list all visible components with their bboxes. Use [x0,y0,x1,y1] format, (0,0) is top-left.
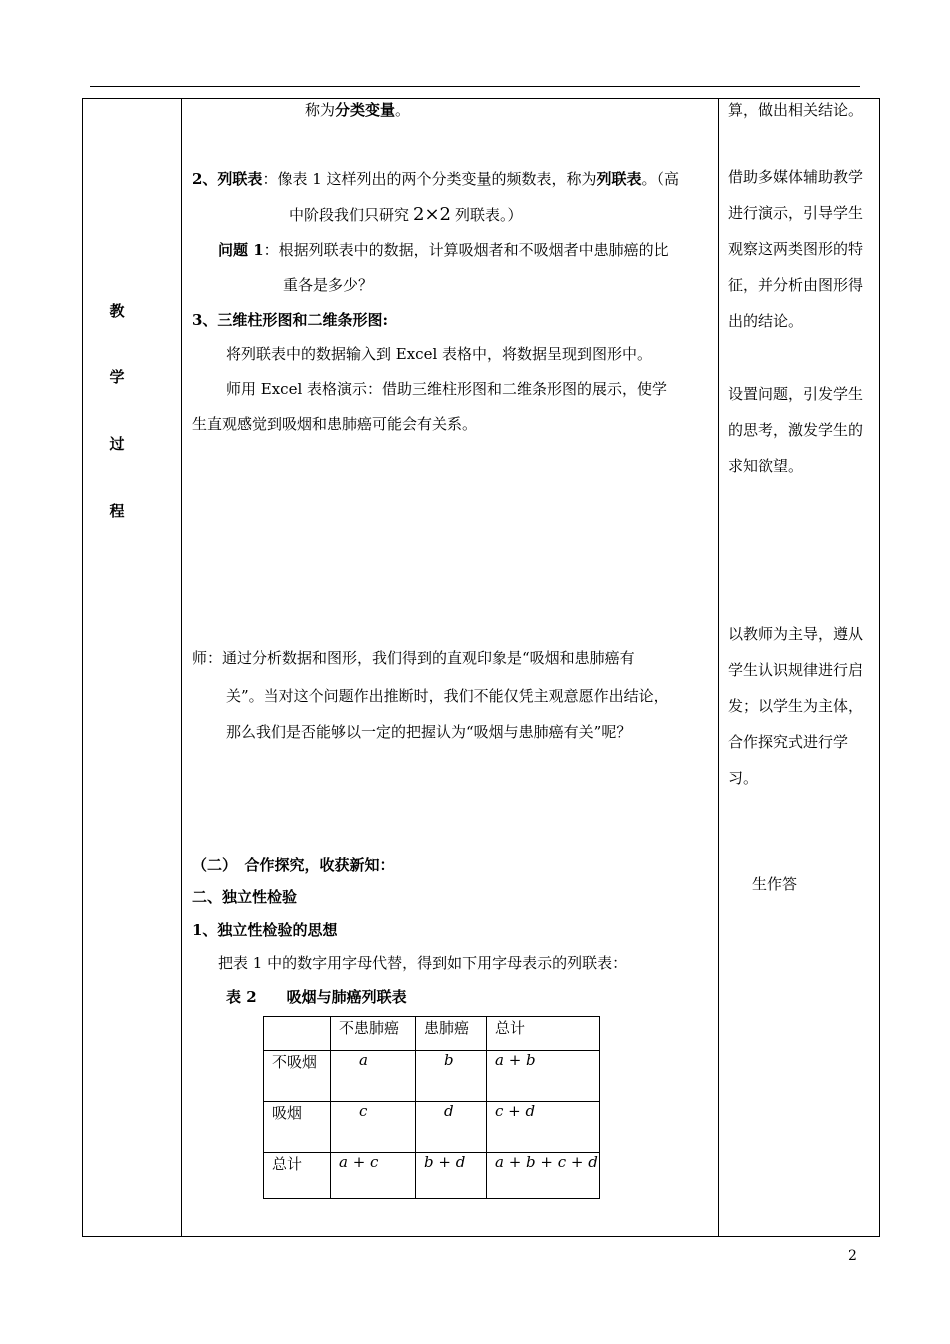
subsection-heading-idea: 1、独立性检验的思想 [192,921,338,939]
table-cell: a [331,1051,416,1102]
teacher-remark-3: 那么我们是否能够以一定的把握认为“吸烟与患肺癌有关”呢？ [226,723,632,741]
line-contingency-table-def: 2、列联表：像表 1 这样列出的两个分类变量的频数表，称为列联表。（高 [192,170,680,188]
table-header-cell: 总计 [487,1017,600,1051]
table-row-label: 不吸烟 [264,1051,331,1102]
table-caption: 表 2 吸烟与肺癌列联表 [226,988,407,1006]
note-question: 设置问题，引发学生的思考，激发学生的求知欲望。 [728,385,864,475]
subsection-heading: （二） 合作探究，收获新知： [192,856,395,874]
line-classification-variable: 称为分类变量。 [305,101,411,119]
table-row-label: 总计 [264,1153,331,1199]
table-cell: b + d [416,1153,487,1199]
table-row [264,1102,600,1153]
section-3-heading: 3、三维柱形图和二维条形图: [192,311,388,329]
table-header-cell [264,1017,331,1051]
section-heading-independence-test: 二、独立性检验 [192,888,298,906]
teacher-remark-1: 师：通过分析数据和图形，我们得到的直观印象是“吸烟和患肺癌有 [192,649,635,667]
side-label-char: 过 [109,435,125,453]
header-rule [90,86,860,87]
question-1-continued: 重各是多少？ [283,276,374,294]
table-cell: a + b [487,1051,600,1102]
table-cell: a + b + c + d [487,1153,600,1199]
table-row [264,1051,600,1102]
table-cell: a + c [331,1153,416,1199]
side-label-char: 程 [109,502,125,520]
table-cell: c [331,1102,416,1153]
table-header-cell: 患肺癌 [416,1017,487,1051]
table-cell: c + d [487,1102,600,1153]
side-label-char: 学 [109,368,125,386]
table-row [264,1153,600,1199]
section-3-paragraph-2: 师用 Excel 表格演示：借助三维柱形图和二维条形图的展示，使学 [226,380,668,398]
teacher-remark-2: 关”。当对这个问题作出推断时，我们不能仅凭主观意愿作出结论， [226,687,669,705]
table-row-label: 吸烟 [264,1102,331,1153]
section-3-paragraph-2-continued: 生直观感觉到吸烟和患肺癌可能会有关系。 [192,415,478,433]
note-multimedia: 借助多媒体辅助教学进行演示，引导学生观察这两类图形的特征，并分析由图形得出的结论。 [728,168,864,330]
page-number: 2 [848,1248,857,1264]
column-divider-left [181,98,182,1237]
table-row [264,1017,600,1051]
line-2x2-note: 中阶段我们只研究 2×2 列联表。） [289,204,523,225]
question-1: 问题 1：根据列联表中的数据，计算吸烟者和不吸烟者中患肺癌的比 [218,241,669,259]
table-cell: b [416,1051,487,1102]
note-conclusion: 算，做出相关结论。 [728,101,864,119]
note-teaching-approach: 以教师为主导，遵从学生认识规律进行启发；以学生为主体，合作探究式进行学习。 [728,625,864,787]
side-label-char: 教 [109,302,125,320]
contingency-table [263,1016,600,1199]
column-divider-right [718,98,719,1237]
table-header-cell: 不患肺癌 [331,1017,416,1051]
note-student-answer: 生作答 [752,875,798,893]
table-cell: d [416,1102,487,1153]
intro-paragraph: 把表 1 中的数字用字母代替，得到如下用字母表示的列联表： [218,954,628,972]
section-3-paragraph-1: 将列联表中的数据输入到 Excel 表格中，将数据呈现到图形中。 [226,345,653,363]
